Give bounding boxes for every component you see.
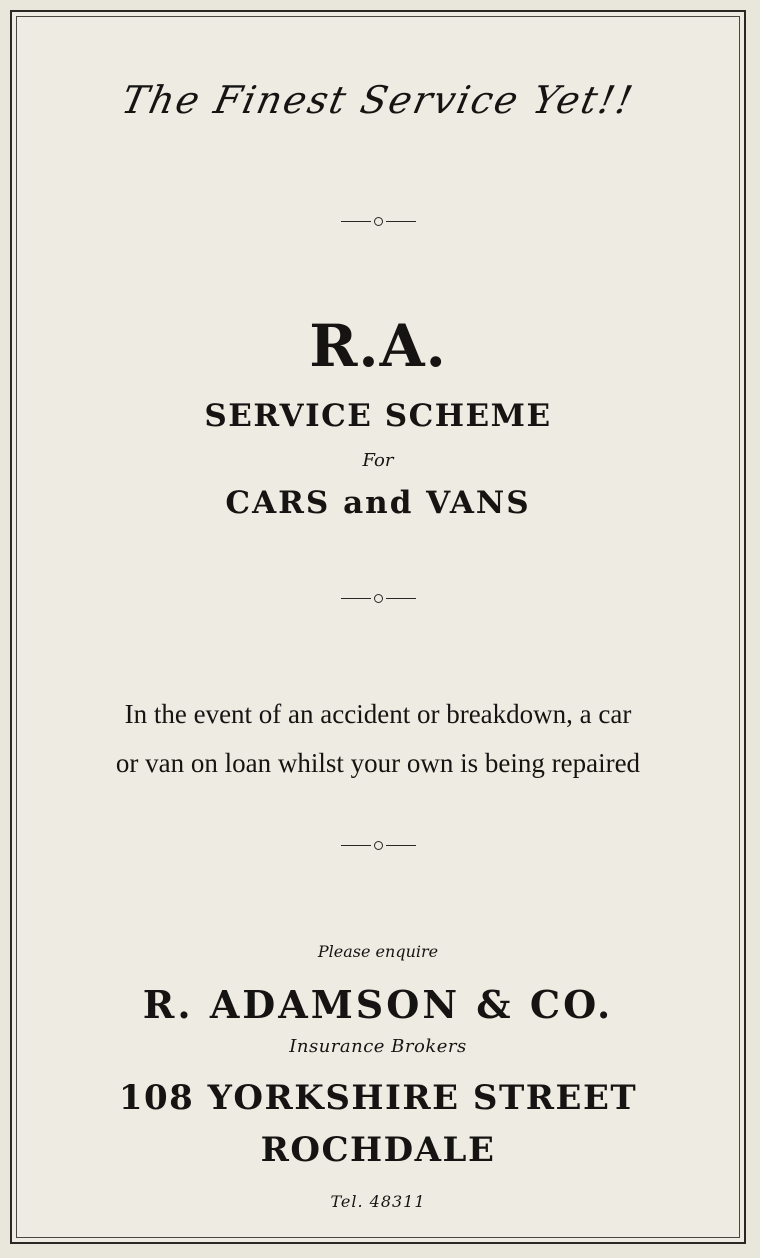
address-town: ROCHDALE	[260, 1130, 496, 1170]
for-word: For	[362, 450, 394, 471]
body-text	[12, 690, 744, 788]
heading: R.A.	[309, 312, 447, 380]
ornament-divider	[12, 215, 744, 227]
tagline: The Finest Service Yet!!	[117, 78, 639, 122]
telephone: Tel. 48311	[330, 1192, 426, 1211]
company-role: Insurance Brokers	[289, 1036, 467, 1057]
company-name: R. ADAMSON & CO.	[142, 982, 614, 1027]
ornament-divider	[12, 839, 744, 851]
vehicles-line: CARS and VANS	[225, 485, 531, 521]
body-line-2: or van on loan whilst your own is being repaired	[115, 748, 641, 778]
body-line-1: In the event of an accident or breakdown, a car	[124, 699, 632, 729]
enquire-text: Please enquire	[317, 942, 439, 961]
subheading: SERVICE SCHEME	[204, 398, 552, 434]
ornament-divider	[12, 592, 744, 604]
address-street: 108 YORKSHIRE STREET	[118, 1078, 638, 1118]
advert-border	[10, 10, 746, 1244]
